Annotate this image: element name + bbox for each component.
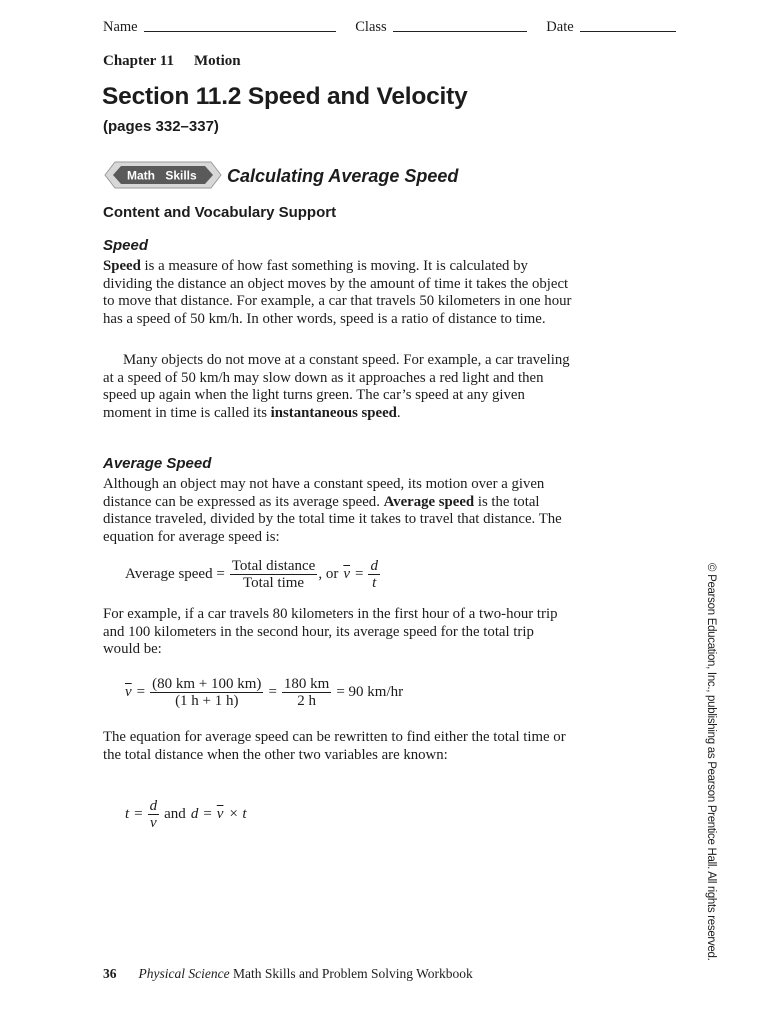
average-speed-equation [125,558,380,591]
chapter-line [103,53,241,70]
badge-word-math: Math [127,168,155,183]
eq3-d-lhs: d [190,806,199,822]
eq3-d: d [149,798,158,814]
average-speed-paragraph-2: For example, if a car travels 80 kilometers in the first hour of a two-hour trip and 100 kilometers in the second hour, its average speed for the total trip would be: [103,606,558,658]
badge-title: Calculating Average Speed [227,166,459,186]
eq2-equals: = [136,684,146,700]
eq2-fraction-2 [282,676,331,709]
eq1-equals: = [355,566,364,582]
eq3-t: t [125,806,130,822]
eq3-vbar-2: $\overline{v}$ [216,806,224,822]
eq2-numerator-1: (80 km + 100 km) [152,676,262,692]
copyright-text: © Pearson Education, Inc., publishing as Pearson Prentice Hall. All rights reserved. [705,563,717,961]
math-skills-badge [103,160,223,190]
worksheet-header [103,19,676,36]
average-speed-heading: Average Speed [103,455,212,472]
avg-p1-text: Although an object may not have a constant speed, its motion over a given distance can be expressed as its average speed. [103,476,545,510]
eq1-mid: , or [318,566,339,582]
class-line [393,31,527,32]
page-footer [103,966,473,982]
chapter-title: Motion [193,53,241,69]
speed-heading: Speed [103,237,149,254]
page-number: 36 [103,966,117,981]
eq1-denominator: Total time [243,575,305,591]
eq1-numerator: Total distance [231,558,316,574]
eq2-result: = 90 km/hr [336,684,404,700]
eq2-fraction-1 [150,676,263,709]
eq3-fraction [148,798,160,831]
speed-paragraph-2 [103,352,573,422]
eq2-numerator-2: 180 km [283,676,330,692]
instantaneous-speed-term: instantaneous speed [270,404,397,421]
eq1-fraction [230,558,318,591]
avg-p1-rest: is the total distance traveled, divided by the total time it takes to travel that distance. The equation for average speed is: [103,493,562,545]
speed-paragraph-1 [103,258,573,328]
page-range: (pages 332–337) [103,118,219,135]
speed-p2-end: . [396,404,401,421]
chapter-number: Chapter 11 [103,53,174,69]
eq3-and: and [164,806,186,822]
eq1-vbar: $\overline{v}$ [343,566,350,582]
speed-p1-text: is a measure of how fast something is moving. It is calculated by dividing the distance an object moves by the amount of time it takes the object to move that distance. For example, a car that travels 50 kilometers in one hour has a speed of 50 km/h. In other words, speed is a ratio of distance to time. [103,258,572,327]
book-title-italic: Physical Science [138,966,230,981]
class-label: Class [355,19,387,35]
eq1-t: t [372,575,377,591]
eq1-d: d [370,558,378,574]
eq1-fraction-d-over-t [368,558,380,591]
speed-p2-text: Many objects do not move at a constant speed. For example, a car traveling at a speed of 50 km/h may slow down as it approaches a red light and then speed up again when the light turns green. The car’s speed at any given moment in time is called its [103,352,570,421]
eq3-times-t: × t [228,806,247,822]
rearranged-equations [125,798,247,831]
book-title-rest: Math Skills and Problem Solving Workbook [229,966,473,981]
eq3-equals-2: = [203,806,212,822]
name-line [144,31,336,32]
example-equation [125,676,403,709]
eq2-equals-2: = [268,684,277,700]
average-speed-paragraph-1 [103,476,573,546]
badge-word-skills: Skills [165,168,197,183]
eq1-lhs: Average speed = [125,566,225,582]
speed-term: Speed [103,258,141,274]
date-label: Date [546,19,574,35]
eq3-vbar: v [150,815,157,831]
content-support-heading: Content and Vocabulary Support [103,204,337,221]
eq2-denominator-2: 2 h [297,693,316,709]
eq3-equals: = [134,806,143,822]
section-title: Section 11.2 Speed and Velocity [102,83,468,110]
date-line [580,31,676,32]
average-speed-term: Average speed [383,493,475,510]
eq2-vbar: $\overline{v}$ [125,684,132,700]
copyright-notice [703,563,719,961]
average-speed-paragraph-3: The equation for average speed can be rewritten to find either the total time or the total distance when the other two variables are known: [103,729,566,763]
name-label: Name [103,19,138,35]
eq2-denominator-1: (1 h + 1 h) [175,693,239,709]
